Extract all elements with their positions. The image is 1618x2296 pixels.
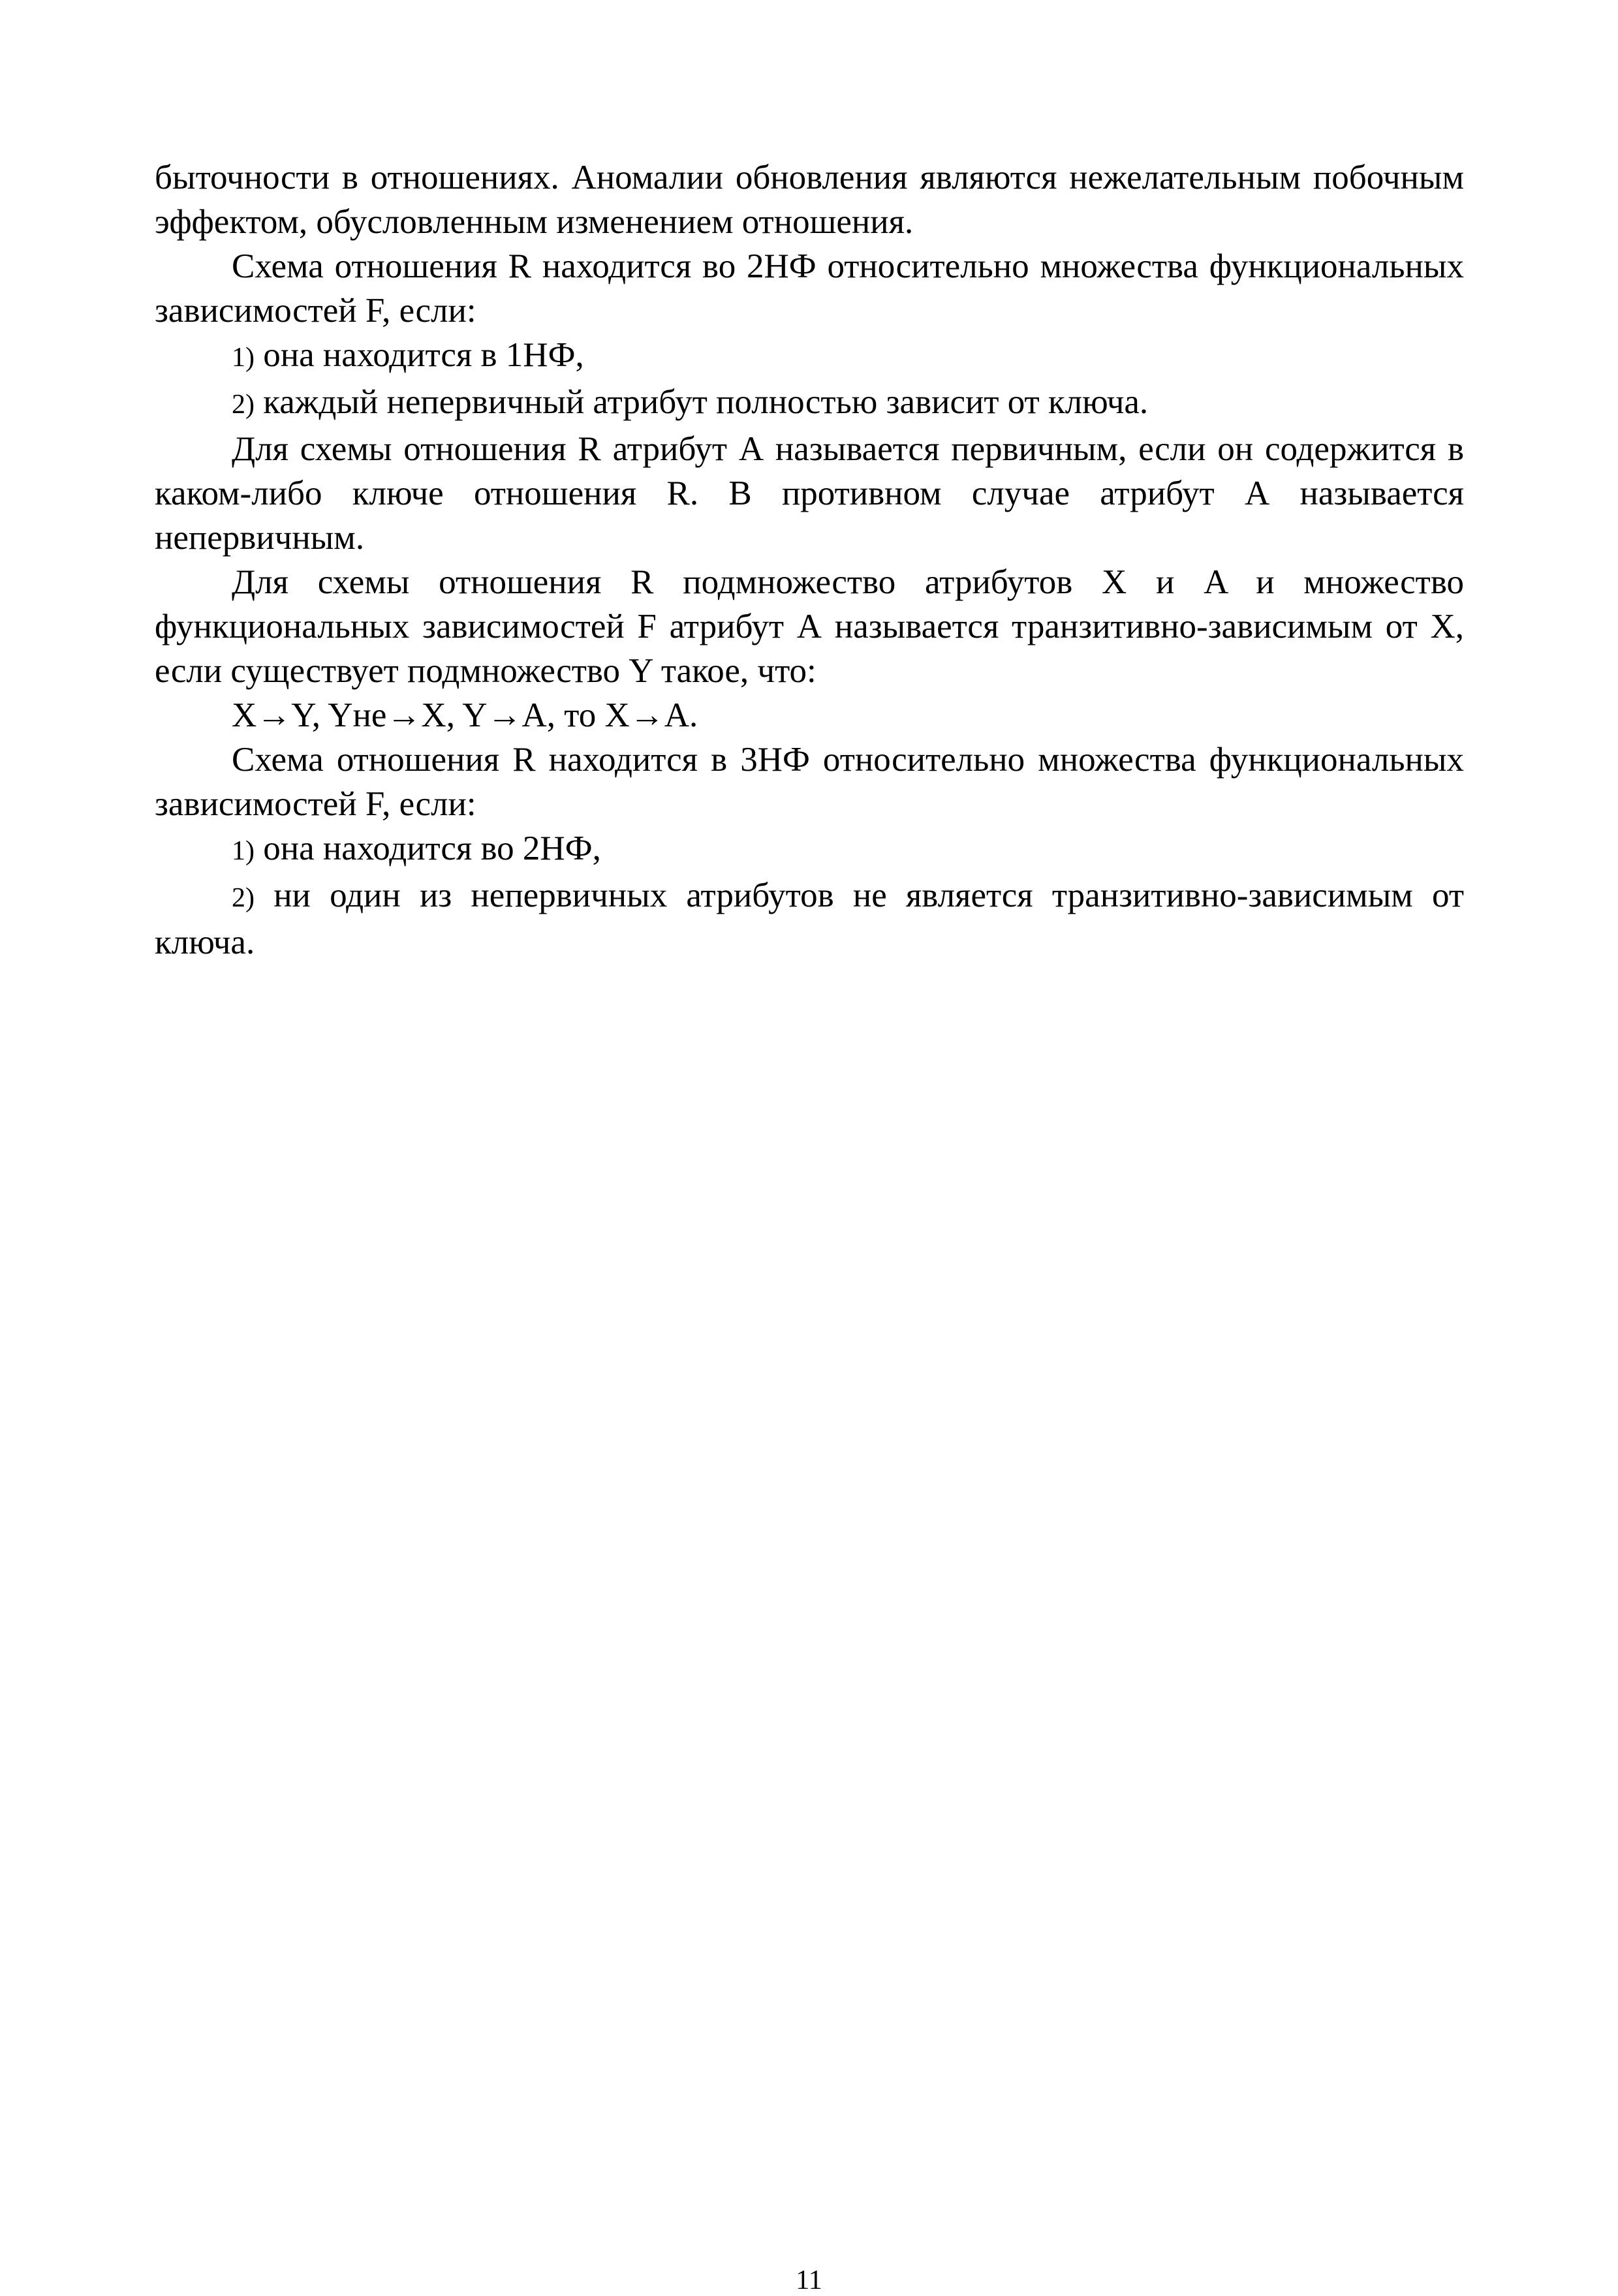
list-number: 2) — [232, 883, 255, 913]
list-item-3nf-2 — [155, 873, 1464, 965]
list-item-2nf-2 — [155, 380, 1464, 427]
list-item-3nf-1 — [155, 826, 1464, 873]
list-item-2nf-1 — [155, 333, 1464, 380]
paragraph-2nf-definition: Схема отношения R находится во 2НФ относительно множества функциональных зависимостей F, если: — [155, 247, 1464, 330]
list-item-text: она находится в 1НФ, — [263, 336, 584, 374]
list-number: 1) — [232, 836, 255, 866]
paragraph-transitive-dependency: Для схемы отношения R подмножество атрибутов X и A и множество функциональных зависимостей F атрибут А называется транзитивно-зависимым от X, если существует подмножество Y такое, что: — [155, 563, 1464, 690]
list-number: 2) — [232, 390, 255, 420]
list-item-text: она находится во 2НФ, — [263, 830, 601, 867]
list-item-text: ни один из непервичных атрибутов не является транзитивно-зависимым от ключа. — [155, 877, 1464, 961]
page-number: 11 — [796, 2265, 822, 2295]
paragraph-continuation: быточности в отношениях. Аномалии обновления являются нежелательным побочным эффектом, обусловленным изменением отношения. — [155, 159, 1464, 241]
list-item-text: каждый непервичный атрибут полностью зависит от ключа. — [263, 383, 1149, 421]
paragraph-prime-attribute: Для схемы отношения R атрибут А называется первичным, если он содержится в каком-либо ключе отношения R. В противном случае атрибут А называется непервичным. — [155, 430, 1464, 557]
list-number: 1) — [232, 343, 255, 373]
formula-line: X→Y, Yне→X, Y→A, то X→A. — [232, 696, 698, 734]
paragraph-3nf-definition: Схема отношения R находится в 3НФ относительно множества функциональных зависимостей F, если: — [155, 741, 1464, 823]
page-body — [155, 155, 1464, 965]
